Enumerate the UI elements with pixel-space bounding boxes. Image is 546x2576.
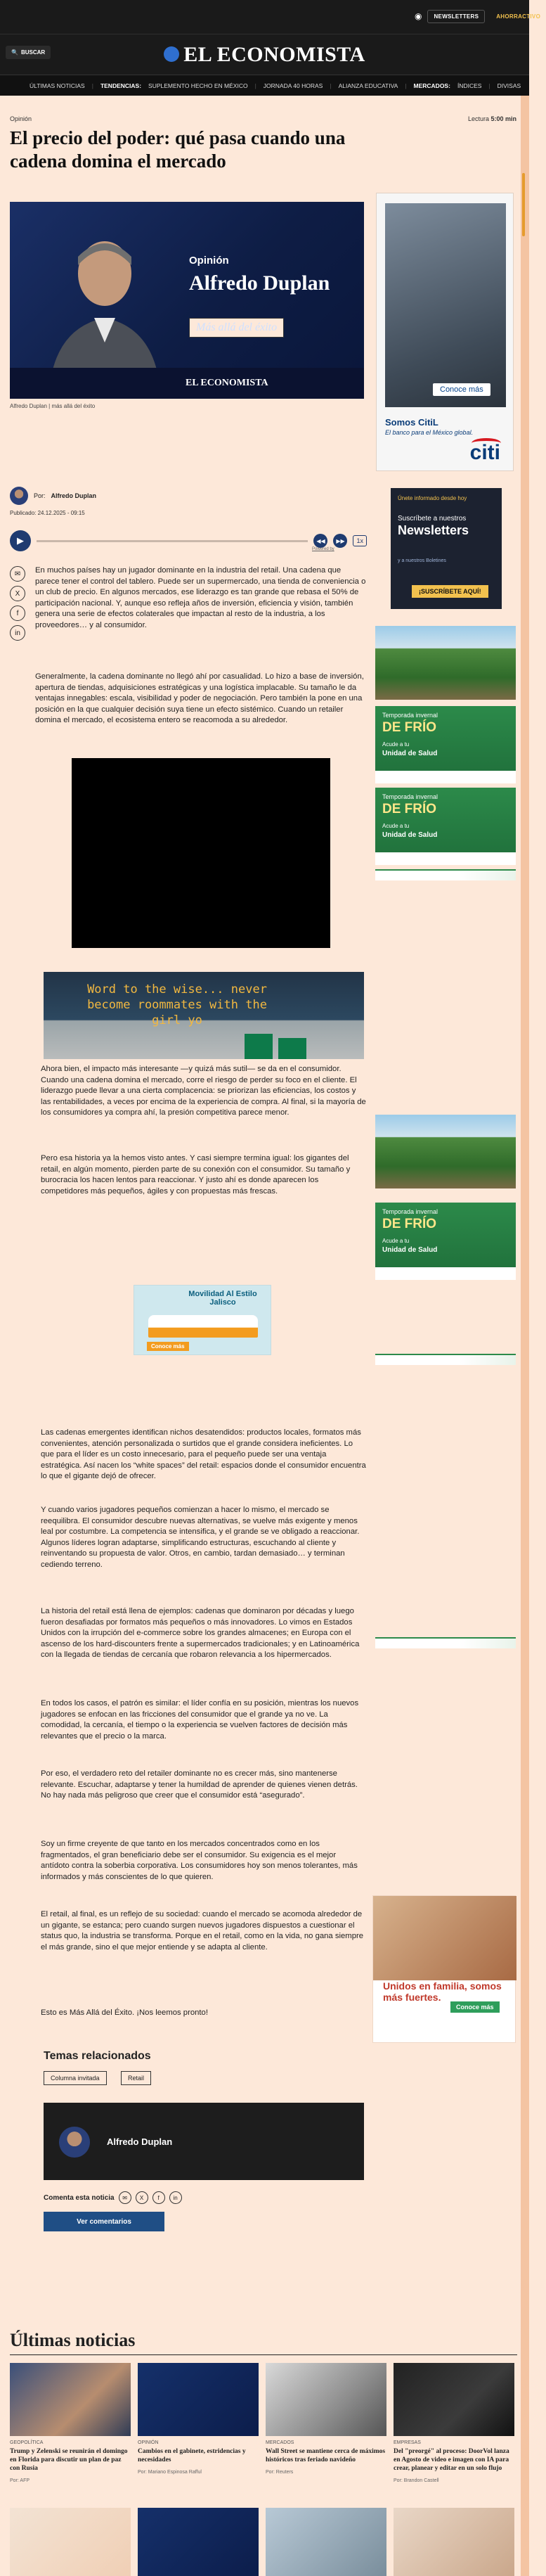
news-card-category: EMPRESAS — [394, 2440, 421, 2445]
jalisco-ad-text: Movilidad Al Estilo Jalisco — [188, 1290, 257, 1307]
frio-ad-line2: Unidad de Salud — [382, 750, 438, 757]
masthead — [0, 34, 529, 75]
frio-ad-footer — [375, 1267, 516, 1280]
hero-image — [10, 202, 364, 399]
news-card[interactable] — [138, 2363, 259, 2475]
search-icon: 🔍 — [11, 49, 18, 56]
section-label[interactable]: Opinión — [10, 115, 32, 122]
nav-separator: | — [330, 82, 332, 89]
author-box[interactable] — [44, 2103, 364, 2180]
news-card-category: MERCADOS — [266, 2440, 294, 2445]
frio-ad-title: DE FRÍO — [382, 720, 437, 735]
travel-ad-cta[interactable]: Conoce más — [450, 2001, 500, 2013]
nav-separator: | — [405, 82, 407, 89]
news-card-category: OPINIÓN — [138, 2440, 159, 2445]
frio-ad-line: Acude a tu — [382, 1238, 410, 1244]
news-card-title[interactable]: Cambios en el gabinete, estridencias y necesidades — [138, 2448, 246, 2463]
article-paragraph: En todos los casos, el patrón es similar: el líder confía en su posición, mientras los nuevos jugadores se enfocan en las fricciones del consumidor que el grande ya no ve. La comodidad, la cercanía, el tiempo o la experiencia se vuelven factores de decisión más relevantes que el precio o la marca. — [41, 1699, 359, 1741]
banner-ad-product — [245, 1034, 273, 1059]
x-share-icon[interactable]: X — [136, 2191, 148, 2204]
view-comments-button[interactable]: Ver comentarios — [44, 2212, 164, 2231]
news-card-author: Por: Reuters — [266, 2470, 294, 2475]
citi-ad-line2: El banco para el México global. — [385, 429, 474, 436]
travel-ad-photo — [373, 1896, 516, 1980]
user-icon[interactable]: ◉ — [415, 11, 422, 21]
audio-player — [10, 529, 367, 553]
article-paragraph: Las cadenas emergentes identifican nichos desatendidos: productos locales, formatos más convenientes, atención personalizada o surtidos que el grande considera ineficientes. Lo que para el líder es un costo innecesario, para el pequeño puede ser una ventaja estratégica. Así nacen los “white spaces” del retail: espacios donde el consumidor encuentra lo que el gigante dejó de ofrecer. — [41, 1428, 366, 1480]
travel-ad[interactable] — [372, 1895, 516, 2043]
site-logo[interactable] — [0, 43, 529, 67]
top-bar — [0, 0, 541, 34]
citi-ad-line1: Somos CitiL — [385, 417, 438, 428]
byline — [10, 487, 96, 505]
news-card-category: GEOPOLÍTICA — [10, 2440, 44, 2445]
news-card[interactable] — [394, 2363, 514, 2483]
email-share-icon[interactable]: ✉ — [119, 2191, 131, 2204]
divider — [10, 2354, 517, 2355]
aerial-ad[interactable] — [375, 626, 516, 700]
hero-author-name: Alfredo Duplan — [189, 271, 330, 295]
frio-ad-footer — [375, 852, 516, 865]
citi-ad[interactable] — [376, 193, 514, 471]
read-time-value: 5:00 min — [490, 115, 516, 122]
news-card-image[interactable] — [10, 2508, 131, 2576]
banner-ad[interactable] — [44, 972, 364, 1059]
citi-logo-text: citi — [469, 441, 500, 464]
comment-label: Comenta esta noticia — [44, 2193, 115, 2202]
news-card-title[interactable]: Trump y Zelenski se reunirán el domingo en Florida para discutir un plan de paz con Rusia — [10, 2448, 128, 2472]
hero-brand-text: EL ECONOMISTA — [186, 378, 268, 388]
top-utility-group — [415, 8, 546, 24]
article-paragraph: Soy un firme creyente de que tanto en los mercados concentrados como en los fragmentados, el gran beneficiario debe ser el consumidor. Su exigencia es el mejor antídoto contra la soberbia corporativa. Los consumidores hoy son menos tolerantes, más informados y más conscientes de lo que quieren. — [41, 1840, 358, 1881]
page-scrollbar[interactable] — [521, 96, 529, 2576]
frio-ad-title: DE FRÍO — [382, 1217, 437, 1231]
read-time — [468, 115, 516, 122]
frio-ad-head: Temporada invernal — [382, 1208, 438, 1215]
logo-mark-icon — [164, 46, 179, 62]
frio-ad-strip[interactable] — [375, 1354, 516, 1365]
article-paragraph: La historia del retail está llena de ejemplos: cadenas que dominaron por décadas y luego fueron desafiadas por formatos más pequeños o más innovadores. Lo vimos en Estados Unidos con la irrupción del e-commerce sobre los grandes almacenes; en Europa con el ascenso de los hard-discounters frente a supermercados tradicionales; y en Latinoamérica con la llegada de tiendas de cercanía que robaron relevancia a los hipermercados. — [41, 1607, 360, 1659]
play-icon: ▶ — [17, 535, 24, 546]
article-paragraph: Pero esa historia ya la hemos visto antes. Y casi siempre termina igual: los gigantes del retail, en algún momento, pierden parte de su conexión con el consumidor. Su tamaño y burocracia los hacen lentos para reaccionar. Y justo ahí es donde aparecen los competidores más pequeños, ágiles y con propuestas más frescas. — [41, 1154, 351, 1196]
banner-ad-product — [278, 1038, 306, 1059]
nav-item-alianza[interactable]: ALIANZA EDUCATIVA — [338, 82, 398, 89]
nav-label-tendencias: TENDENCIAS: — [100, 82, 142, 89]
frio-ad[interactable] — [375, 706, 516, 783]
frio-ad-head: Temporada invernal — [382, 712, 438, 719]
frio-ad-line2: Unidad de Salud — [382, 831, 438, 839]
scrollbar-thumb[interactable] — [522, 173, 525, 236]
main-nav — [0, 75, 529, 96]
jalisco-ad[interactable] — [134, 1285, 271, 1355]
frio-ad-line: Acude a tu — [382, 741, 410, 748]
nav-item-ultimas[interactable]: ÚLTIMAS NOTICIAS — [30, 82, 85, 89]
news-card-image — [138, 2363, 259, 2436]
read-time-label: Lectura — [467, 115, 489, 122]
news-card[interactable] — [266, 2363, 386, 2475]
newsletters-button[interactable]: NEWSLETTERS — [427, 10, 485, 23]
powered-by-link[interactable]: Powered by — [312, 547, 334, 551]
frio-ad-head: Temporada invernal — [382, 793, 438, 800]
forward-button[interactable] — [333, 534, 347, 548]
newsletter-ad[interactable] — [391, 488, 502, 609]
newsletter-ad-line1: Suscríbete a nuestros — [398, 515, 467, 523]
citi-logo — [470, 441, 500, 465]
video-player[interactable] — [72, 758, 330, 948]
news-card-author: Por: Mariano Espinosa Rafful — [138, 2470, 202, 2475]
frio-ad-title: DE FRÍO — [382, 802, 437, 816]
by-prefix: Por: — [34, 492, 46, 499]
nav-separator: | — [91, 82, 93, 89]
latest-news-title: Últimas noticias — [10, 2330, 136, 2350]
author-avatar[interactable] — [10, 487, 28, 505]
hero-brand — [10, 368, 364, 399]
comment-share-row — [44, 2191, 182, 2204]
article-paragraph: Ahora bien, el impacto más interesante —y quizá más sutil— se da en el consumidor. Cuando una cadena domina el mercado, corre el riesgo de perder su foco en el cliente. El liderazgo puede llevar a una cierta complacencia: se priorizan las eficiencias, los costos y las rentabilidades, a veces por encima de la experiencia de compra. Al final, si la mayoría de los consumidores ya compra ahí, la presión competitiva parece menor. — [41, 1065, 366, 1117]
publish-date: Publicado: 24.12.2025 - 09:15 — [10, 510, 85, 516]
news-card-image[interactable] — [394, 2508, 514, 2576]
aerial-ad[interactable] — [375, 1115, 516, 1188]
article-paragraph: Por eso, el verdadero reto del retailer dominante no es crecer más, sino mantenerse relevante. Escuchar, adaptarse y tener la humildad de aprender de quienes vienen detrás. No hay nada más peligroso que creer que el consumidor está “asegurado”. — [41, 1769, 358, 1800]
article-paragraph: El retail, al final, es un reflejo de su sociedad: cuando el mercado se acomoda alrededor de un gigante, se estanca; pero cuando surgen nuevos jugadores dispuestos a cuestionar el status quo, la industria se transforma. Porque en el retail, como en la vida, no gana siempre el más grande, sino el que mejor entiende y se adapta al cliente. — [41, 1910, 364, 1952]
news-card-image[interactable] — [138, 2508, 259, 2576]
nav-label-mercados: MERCADOS: — [413, 82, 450, 89]
frio-ad[interactable] — [375, 788, 516, 865]
related-topics-title: Temas relacionados — [44, 2050, 151, 2062]
train-icon — [148, 1315, 258, 1338]
ahorractivo-link[interactable]: AHORRACTIVO — [496, 13, 541, 20]
rewind-icon: ◀◀ — [316, 537, 325, 544]
email-share-icon[interactable]: ✉ — [10, 566, 25, 582]
citi-arc-icon — [472, 438, 501, 448]
share-rail — [10, 566, 25, 641]
linkedin-share-icon[interactable]: in — [10, 625, 25, 641]
news-card-image — [266, 2363, 386, 2436]
jalisco-ad-cta[interactable]: Conoce más — [147, 1342, 189, 1351]
hero-caption: Alfredo Duplan | más allá del éxito — [10, 403, 96, 409]
news-card-image[interactable] — [266, 2508, 386, 2576]
nav-item-indices[interactable]: ÍNDICES — [457, 82, 482, 89]
citi-ad-cta[interactable]: Conoce más — [433, 383, 490, 396]
frio-ad-strip[interactable] — [375, 1637, 516, 1648]
news-card-title[interactable]: Del "preorgé" al proceso: DoorVol lanza en Agosto de video e imagen con IA para crear, planear y editar en un solo flujo — [394, 2448, 509, 2472]
author-link[interactable]: Alfredo Duplan — [51, 492, 97, 499]
citi-ad-photo — [385, 203, 506, 407]
author-box-name: Alfredo Duplan — [107, 2136, 173, 2147]
news-card-image — [10, 2363, 131, 2436]
search-label: BUSCAR — [20, 49, 46, 56]
newsletter-ad-title: Newsletters — [398, 523, 469, 537]
newsletter-subscribe-button[interactable]: ¡SUSCRÍBETE AQUÍ! — [412, 585, 488, 598]
nav-item-jornada[interactable]: JORNADA 40 HORAS — [263, 82, 323, 89]
news-card-author: Por: Brandon Castell — [394, 2478, 439, 2483]
news-card-title[interactable]: Wall Street se mantiene cerca de máximos históricos tras feriado navideño — [266, 2448, 386, 2463]
frio-ad-footer — [375, 771, 516, 783]
frio-ad-line2: Unidad de Salud — [382, 1246, 438, 1254]
frio-ad[interactable] — [375, 1203, 516, 1280]
frio-ad-line: Acude a tu — [382, 823, 410, 829]
nav-item-divisas[interactable]: DIVISAS — [497, 82, 521, 89]
x-share-icon[interactable]: X — [10, 586, 25, 601]
rewind-button[interactable] — [313, 534, 327, 548]
speed-button[interactable]: 1x — [353, 535, 367, 546]
article-headline: El precio del poder: qué pasa cuando una cadena domina el mercado — [10, 127, 346, 172]
article-paragraph: En muchos países hay un jugador dominante en la industria del retail. Una cadena que parece tener el control del tablero. Puede ser un supermercado, una tienda de conveniencia o un club de precio. En algunos mercados, ese liderazgo es tan grande que rebasa el 50% de participación nacional. Y, aunque eso refleja años de inversión, eficiencia y visión, también genera una serie de efectos colaterales que impactan al resto de la industria, a los proveedores… y al consumidor. — [35, 566, 366, 629]
newsletter-ad-eyebrow: Únete informado desde hoy — [398, 495, 467, 501]
nav-separator: | — [254, 82, 256, 89]
facebook-share-icon[interactable]: f — [152, 2191, 165, 2204]
news-card[interactable] — [10, 2363, 131, 2483]
nav-item-suplemento[interactable]: SUPLEMENTO HECHO EN MÉXICO — [148, 82, 248, 89]
play-button[interactable] — [10, 530, 31, 551]
article-paragraph: Generalmente, la cadena dominante no llegó ahí por casualidad. Lo hizo a base de inversión, apertura de tiendas, adquisiciones estratégicas y una logística implacable. Su tamaño le da ventajas innegables: escala, visibilidad y poder de negociación. Pero también la pone en una posición en la que cualquier decisión suya tiene un efecto sistémico. Cuando un retailer domina el mercado, el ecosistema entero se reacomoda a su alrededor. — [35, 672, 364, 724]
article-paragraph: Esto es Más Allá del Éxito. ¡Nos leemos pronto! — [41, 2008, 208, 2017]
travel-ad-text: Unidos en familia, somos más fuertes. — [383, 1980, 502, 2003]
newsletter-ad-sub: y a nuestros Boletines — [398, 558, 446, 563]
linkedin-share-icon[interactable]: in — [169, 2191, 182, 2204]
hero-column-tag: Más allá del éxito — [189, 318, 284, 338]
facebook-share-icon[interactable]: f — [10, 605, 25, 621]
frio-ad-strip[interactable] — [375, 869, 516, 880]
news-card-author: Por: AFP — [10, 2478, 30, 2483]
logo-text: EL ECONOMISTA — [183, 43, 365, 66]
news-card-image — [394, 2363, 514, 2436]
forward-icon: ▶▶ — [336, 537, 345, 544]
banner-ad-text: Word to the wise... never become roommates with the girl yo — [87, 982, 267, 1027]
hero-opinion-label: Opinión — [189, 255, 229, 267]
article-paragraph: Y cuando varios jugadores pequeños comienzan a hacer lo mismo, el mercado se reequilibra. El consumidor descubre nuevas alternativas, se vuelve más exigente y menos leal por costumbre. La competencia se intensifica, y el grande se ve obligado a reaccionar. Algunos líderes logran adaptarse, simplificando estructuras, escuchando al cliente y reinventando su propuesta de valor. Otros, en cambio, tardan demasiado… y terminan cediendo terreno. — [41, 1506, 360, 1569]
tag-columna-invitada[interactable]: Columna invitada — [44, 2071, 107, 2085]
audio-progress-bar[interactable] — [37, 540, 308, 542]
author-box-avatar — [59, 2127, 90, 2158]
nav-separator: | — [488, 82, 490, 89]
tag-retail[interactable]: Retail — [121, 2071, 151, 2085]
